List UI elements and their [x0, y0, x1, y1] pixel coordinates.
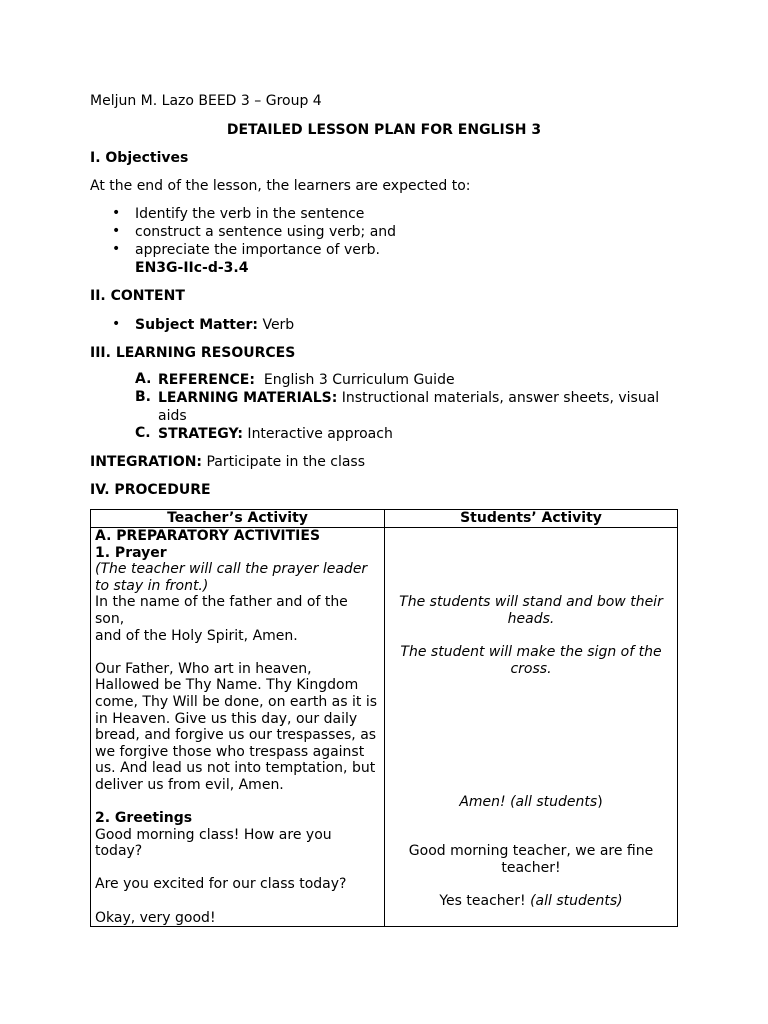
student-response: [389, 893, 673, 910]
spacer: [389, 528, 673, 594]
competency-code: EN3G-IIc-d-3.4: [135, 260, 249, 276]
spacer: [389, 677, 673, 793]
objective-item: construct a sentence using verb; and: [135, 224, 397, 240]
resource-letter: A.: [135, 371, 152, 387]
spacer: [95, 893, 380, 910]
resource-item: [158, 425, 393, 443]
resources-heading: III. LEARNING RESOURCES: [90, 345, 296, 361]
our-father-prayer: Our Father, Who art in heaven, Hallowed be Thy Name. Thy Kingdom come, Thy Will be done, on earth as it is in Heaven. Give us this day, our daily bread, and forgive us our trespasses, as we forgive those who trespass against us. And lead us not into temptation, but deliver us from evil, Amen.: [95, 660, 378, 793]
prayer-heading: 1. Prayer: [95, 544, 167, 561]
resource-value: English 3 Curriculum Guide: [254, 372, 455, 388]
objective-item: appreciate the importance of verb.: [135, 242, 380, 258]
objectives-intro: At the end of the lesson, the learners are expected to:: [90, 178, 471, 194]
student-response: Good morning teacher, we are fine teacher!: [408, 843, 654, 876]
greeting-line: Good morning class! How are you today?: [95, 826, 332, 860]
resource-label: REFERENCE:: [158, 372, 255, 388]
table-header-row: [91, 510, 678, 528]
student-response: The student will make the sign of the cross.: [400, 644, 662, 677]
preparatory-activities-heading: A. PREPARATORY ACTIVITIES: [95, 528, 321, 544]
objectives-heading: I. Objectives: [90, 150, 189, 166]
amen-response: Amen! (all students: [459, 793, 598, 810]
resource-item: [158, 389, 678, 425]
teacher-activity-header: Teacher’s Activity: [91, 510, 385, 528]
students-activity-header: Students’ Activity: [385, 510, 678, 528]
resource-letter: B.: [135, 389, 151, 405]
student-response: [389, 794, 673, 811]
greeting-line: Are you excited for our class today?: [95, 876, 347, 893]
spacer: [95, 860, 380, 877]
spacer: [389, 810, 673, 843]
spacer: [389, 628, 673, 645]
content-heading: II. CONTENT: [90, 288, 185, 304]
integration-label: INTEGRATION:: [90, 454, 203, 470]
students-activity-cell: [385, 528, 678, 927]
resource-label: LEARNING MATERIALS:: [158, 390, 338, 406]
author-line: Meljun M. Lazo BEED 3 – Group 4: [90, 93, 322, 109]
integration-value: Participate in the class: [202, 454, 366, 470]
prayer-line: In the name of the father and of the son,: [95, 594, 348, 627]
integration: [90, 453, 365, 471]
greetings-heading: 2. Greetings: [95, 810, 193, 827]
subject-matter-label: Subject Matter:: [135, 317, 258, 333]
prayer-note: (The teacher will call the prayer leader to stay in front.): [95, 561, 368, 594]
resource-value: Interactive approach: [242, 426, 393, 442]
teacher-activity-cell: [91, 528, 385, 927]
bullet-icon: •: [112, 241, 121, 257]
document-title: DETAILED LESSON PLAN FOR ENGLISH 3: [226, 122, 542, 138]
table-row: [91, 528, 678, 927]
yes-note: (all students): [530, 893, 623, 910]
yes-response: Yes teacher!: [439, 893, 531, 910]
procedure-heading: IV. PROCEDURE: [90, 482, 211, 498]
bullet-icon: •: [112, 205, 121, 221]
resource-letter: C.: [135, 425, 151, 441]
bullet-icon: •: [112, 223, 121, 239]
spacer: [95, 794, 380, 811]
subject-matter: [135, 316, 294, 334]
objective-item: Identify the verb in the sentence: [135, 206, 365, 222]
greeting-line: Okay, very good!: [95, 909, 216, 926]
amen-paren: ): [597, 793, 603, 810]
resource-item: [158, 371, 455, 389]
procedure-table: [90, 509, 678, 927]
bullet-icon: •: [112, 316, 121, 332]
student-response: The students will stand and bow their heads.: [399, 594, 663, 627]
resource-label: STRATEGY:: [158, 426, 243, 442]
subject-matter-value: Verb: [258, 317, 295, 333]
spacer: [389, 877, 673, 894]
spacer: [95, 644, 380, 661]
resource-value: Instructional materials, answer sheets, visual aids: [158, 390, 660, 424]
prayer-line: and of the Holy Spirit, Amen.: [95, 627, 298, 644]
